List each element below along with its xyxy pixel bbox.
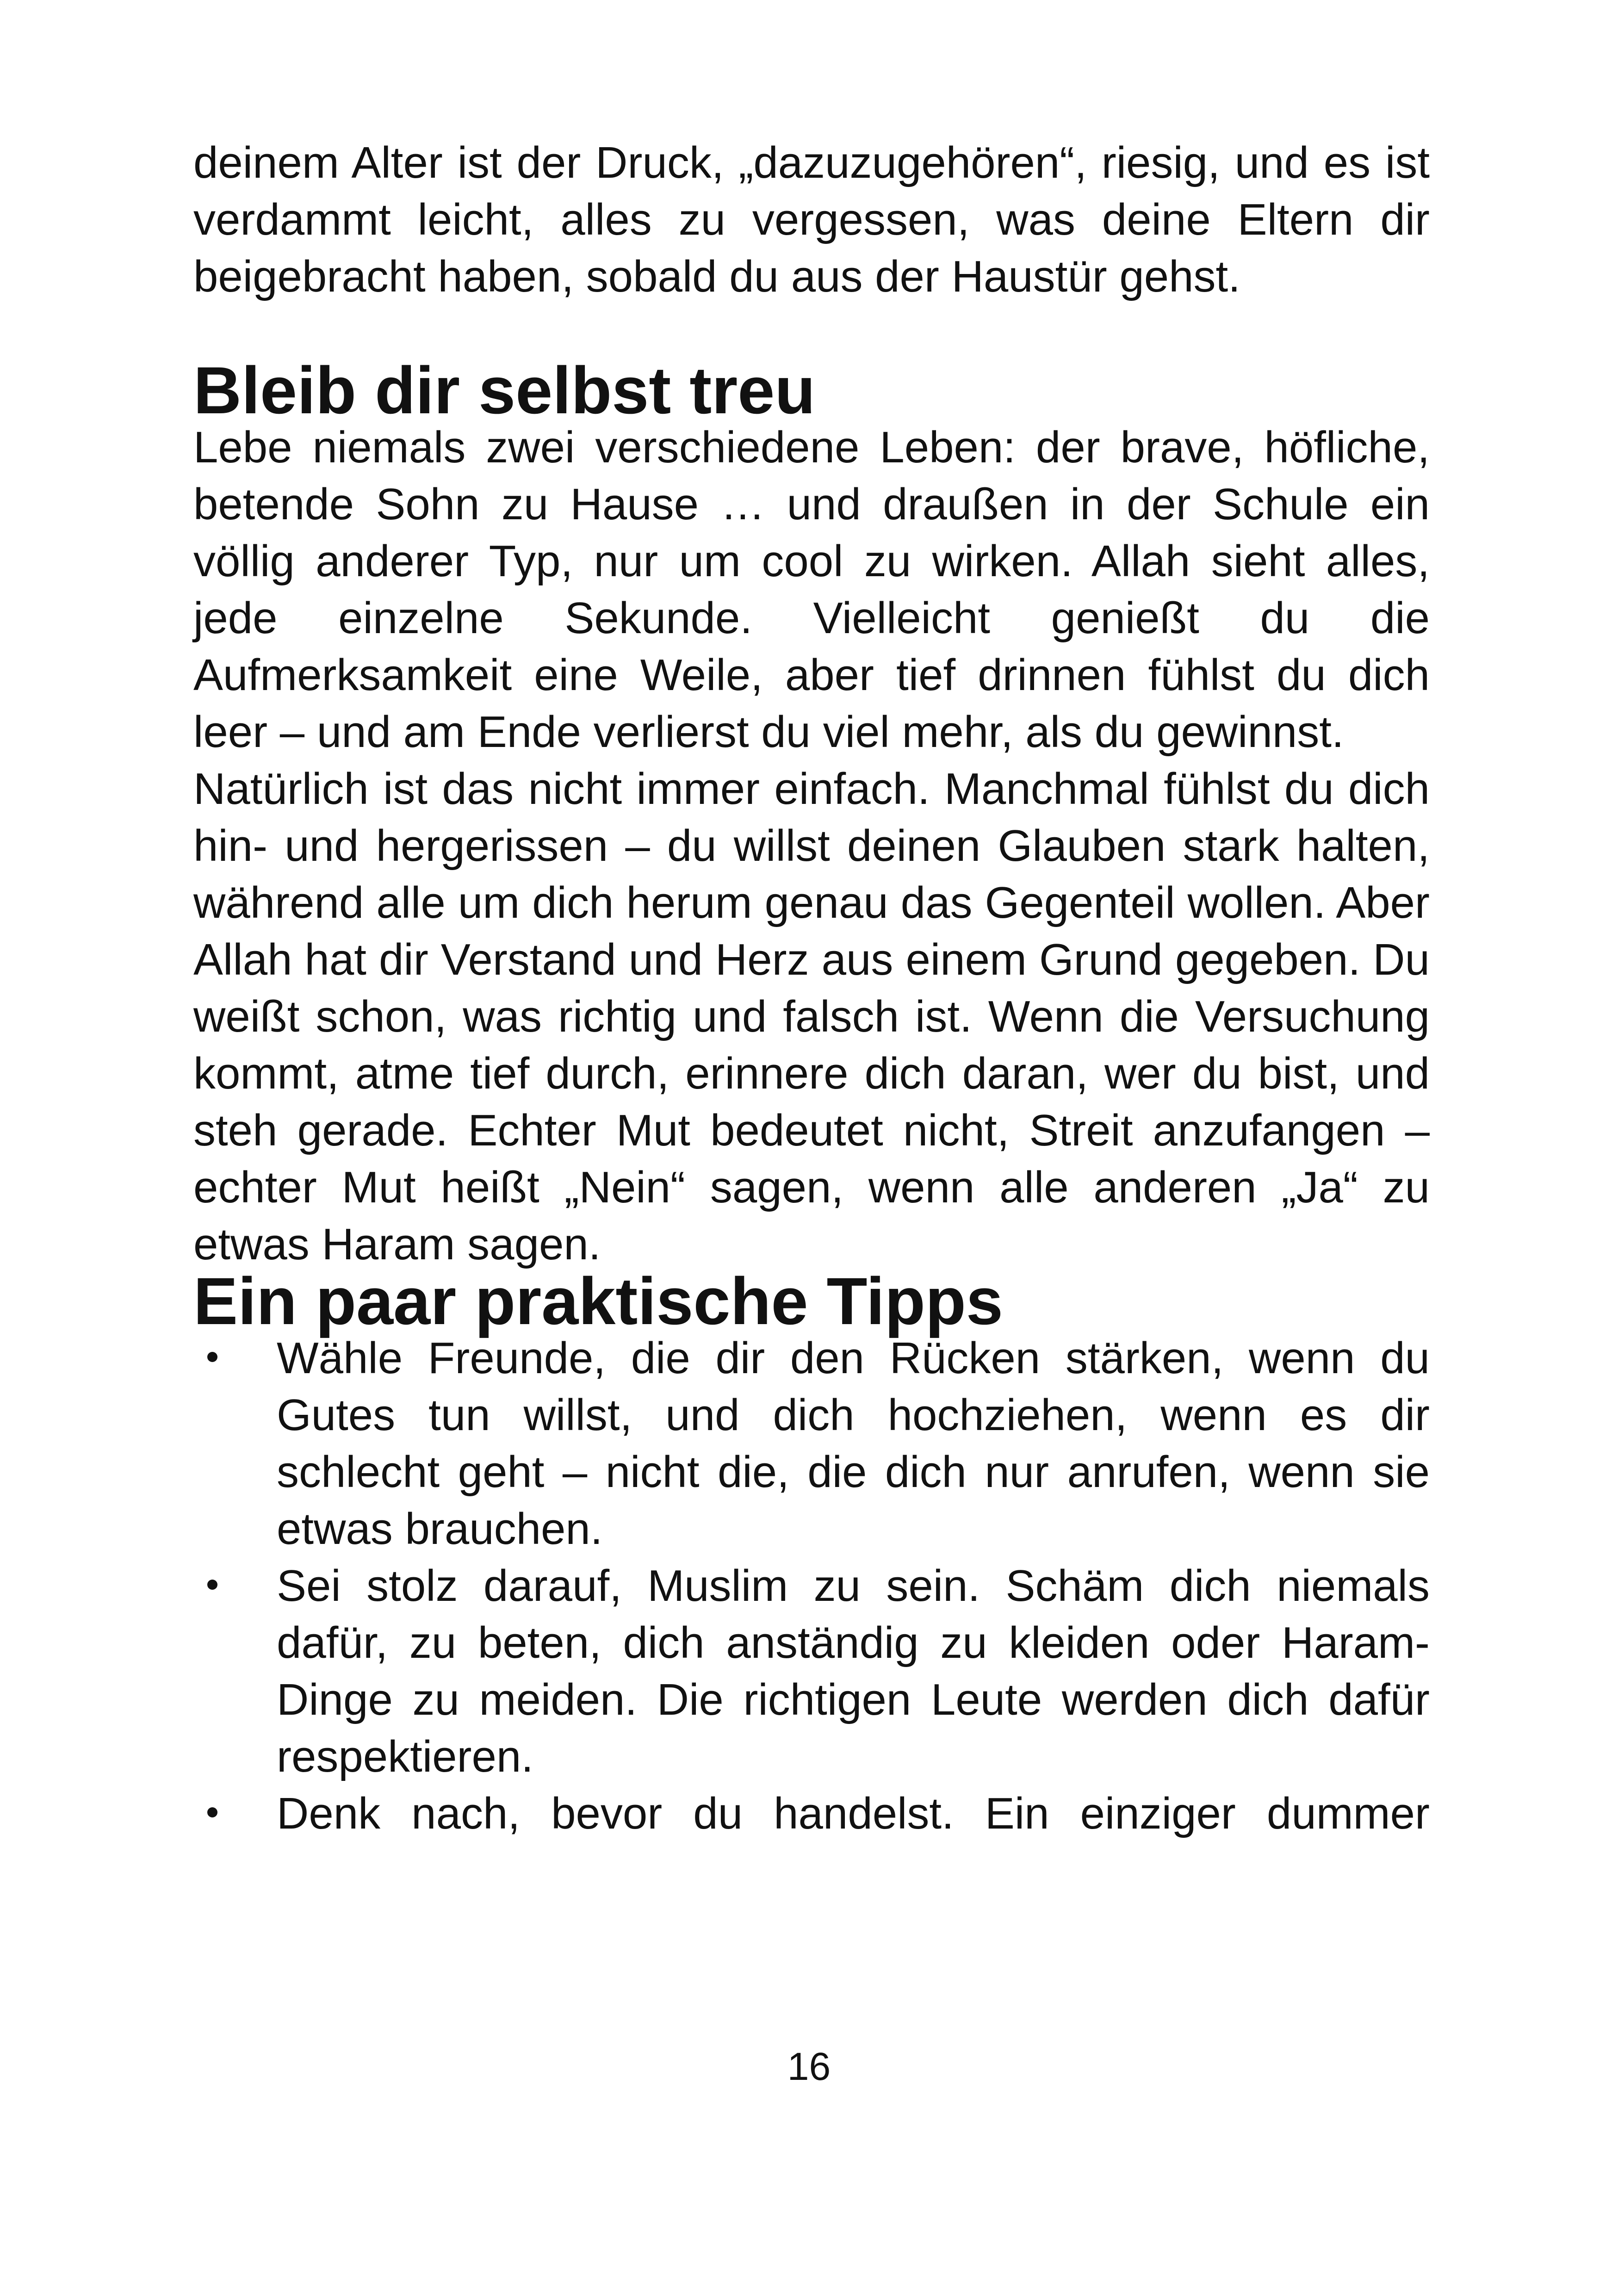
page-number: 16: [787, 2045, 831, 2088]
list-item: [193, 1330, 1430, 1557]
list-item: [193, 1785, 1430, 1842]
section1-paragraph-1: Lebe niemals zwei verschiedene Leben: der brave, höfliche, betende Sohn zu Hause … und draußen in der Schule ein völlig anderer Typ, nur um cool zu wirken. Allah sieht alles, jede einzelne Sekunde. Vielleicht genießt du die Aufmerksamkeit eine Weile, aber tief drinnen fühlst du dich leer – und am Ende verlierst du viel mehr, als du gewinnst.: [193, 423, 1430, 757]
tip-text: Wähle Freunde, die dir den Rücken stärken, wenn du Gutes tun willst, und dich hochziehen, wenn es dir schlecht geht – nicht die, die dich nur anrufen, wenn sie etwas brauchen.: [277, 1333, 1430, 1554]
tip-text: Sei stolz darauf, Muslim zu sein. Schäm dich niemals dafür, zu beten, dich anständig zu kleiden oder Haram-Dinge zu meiden. Die richtigen Leute werden dich dafür respektieren.: [277, 1561, 1430, 1781]
tips-list: [193, 1330, 1430, 1842]
section-heading-bleib-dir-selbst-treu: Bleib dir selbst treu: [193, 353, 816, 428]
tip-text: Denk nach, bevor du handelst. Ein einziger dummer: [277, 1789, 1430, 1838]
section1-paragraph-2: Natürlich ist das nicht immer einfach. Manchmal fühlst du dich hin- und hergerissen – du willst deinen Glauben stark halten, während alle um dich herum genau das Gegenteil wollen. Aber Allah hat dir Verstand und Herz aus einem Grund gegeben. Du weißt schon, was richtig und falsch ist. Wenn die Versuchung kommt, atme tief durch, erinnere dich daran, wer du bist, und steh gerade. Echter Mut bedeutet nicht, Streit anzufangen – echter Mut heißt „Nein“ sagen, wenn alle anderen „Ja“ zu etwas Haram sagen.: [193, 764, 1430, 1269]
bullet-icon: [207, 1580, 217, 1590]
intro-paragraph: deinem Alter ist der Druck, „dazuzugehören“, riesig, und es ist verdammt leicht, alles zu vergessen, was deine Eltern dir beigebracht haben, sobald du aus der Haustür gehst.: [193, 138, 1430, 301]
bullet-icon: [207, 1807, 217, 1817]
section-heading-praktische-tipps: Ein paar praktische Tipps: [193, 1264, 1003, 1338]
page-body: [193, 134, 1430, 1842]
bullet-icon: [207, 1352, 217, 1362]
list-item: [193, 1557, 1430, 1785]
